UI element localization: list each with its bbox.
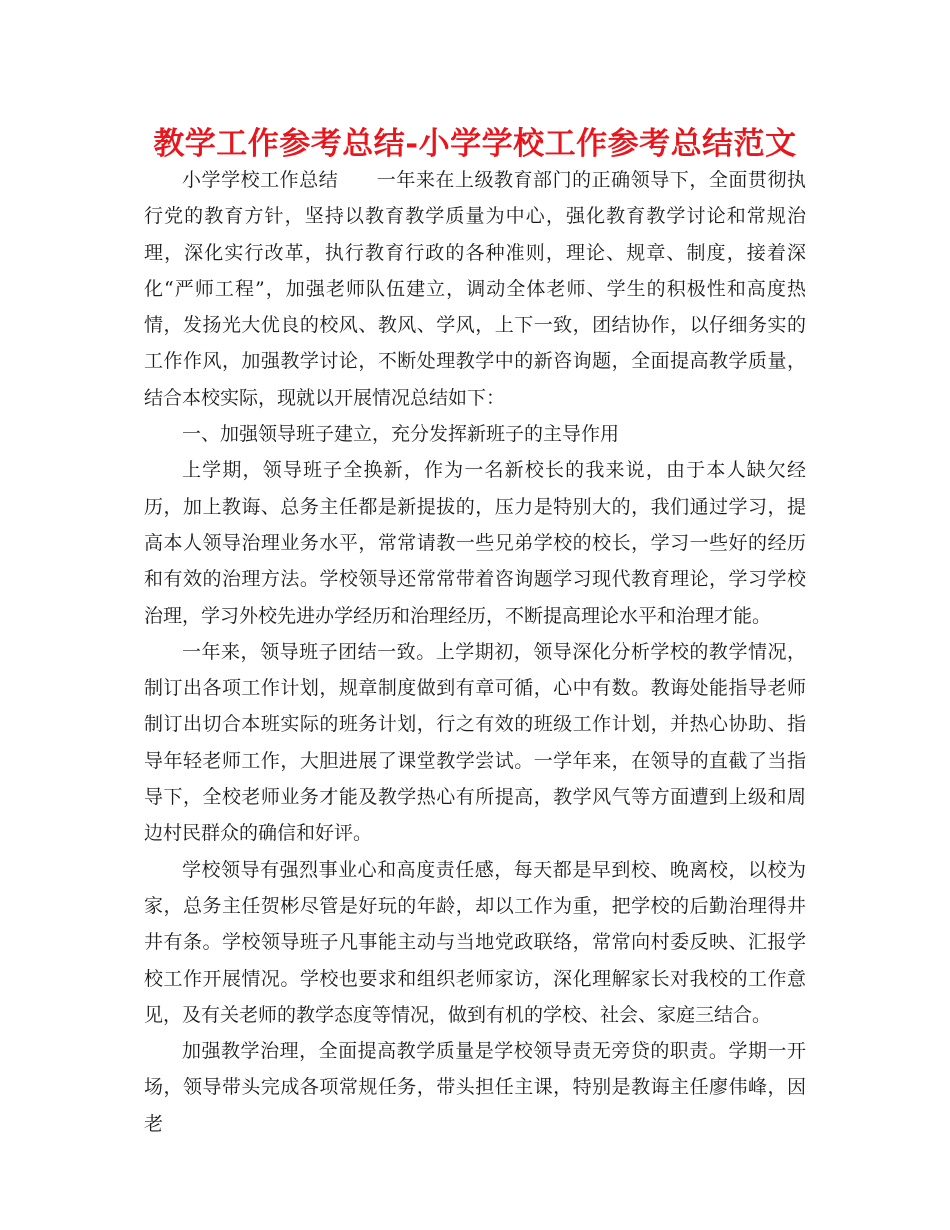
- section-heading-1: 一、加强领导班子建立，充分发挥新班子的主导作用: [182, 423, 620, 446]
- document-title: 教学工作参考总结-小学学校工作参考总结范文: [153, 126, 797, 162]
- paragraph: 一年来，领导班子团结一致。上学期初，领导深化分析学校的教学情况，制订出各项工作计划，规章制度做到有章可循，心中有数。教诲处能指导老师制订出切合本班实际的班务计划，行之有效的班级工作计划，并热心协助、指导年轻老师工作，大胆进展了课堂教学尝试。一学年来，在领导的直截了当指导下，全校老师业务才能及教学热心有所提高，教学风气等方面遭到上级和周边村民群众的确信和好评。: [144, 640, 806, 845]
- intro-heading: 小学学校工作总结: [182, 169, 339, 191]
- intro-paragraph: [144, 162, 806, 416]
- paragraph: 上学期，领导班子全换新，作为一名新校长的我来说，由于本人缺欠经历，加上教诲、总务主任都是新提拔的，压力是特别大的，我们通过学习，提高本人领导治理业务水平，常常请教一些兄弟学校的校长，学习一些好的经历和有效的治理方法。学校领导还常常带着咨询题学习现代教育理论，学习学校治理，学习外校先进办学经历和治理经历，不断提高理论水平和治理才能。: [144, 459, 806, 627]
- intro-text: 一年来在上级教育部门的正确领导下，全面贯彻执行党的教育方针，坚持以教育教学质量为中心，强化教育教学讨论和常规治理，深化实行改革，执行教育行政的各种准则，理论、规章、制度，接着深化“严师工程”，加强老师队伍建立，调动全体老师、学生的积极性和高度热情，发扬光大优良的校风、教风、学风，上下一致，团结协作，以仔细务实的工作作风，加强教学讨论，不断处理教学中的新咨询题，全面提高教学质量，结合本校实际，现就以开展情况总结如下：: [144, 169, 806, 409]
- paragraph: 学校领导有强烈事业心和高度责任感，每天都是早到校、晚离校，以校为家，总务主任贺彬尽管是好玩的年龄，却以工作为重，把学校的后勤治理得井井有条。学校领导班子凡事能主动与当地党政联络，常常向村委反映、汇报学校工作开展情况。学校也要求和组织老师家访，深化理解家长对我校的工作意见，及有关老师的教学态度等情况，做到有机的学校、社会、家庭三结合。: [144, 858, 806, 1026]
- document-body: [144, 162, 806, 1142]
- paragraph: 加强教学治理，全面提高教学质量是学校领导责无旁贷的职责。学期一开场，领导带头完成各项常规任务，带头担任主课，特别是教诲主任廖伟峰，因老: [144, 1040, 806, 1135]
